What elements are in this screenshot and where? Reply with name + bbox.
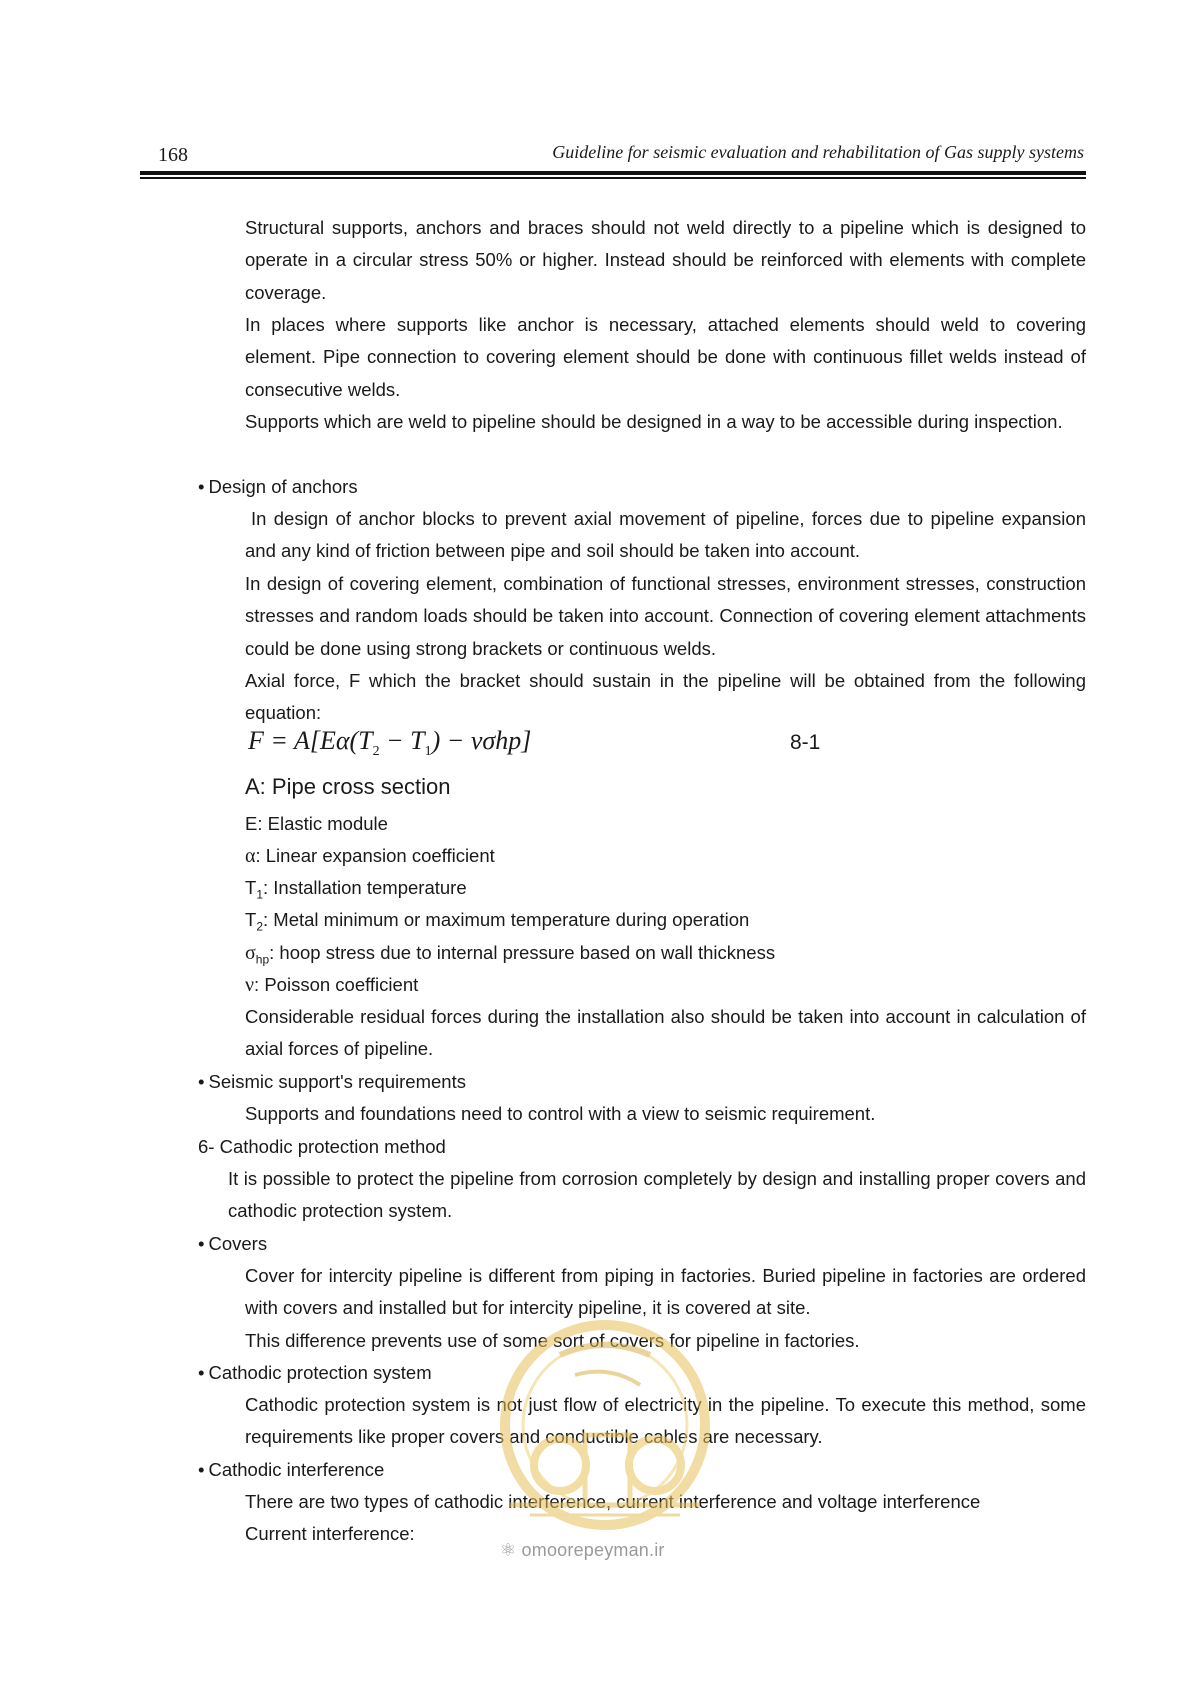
definition-A: A: Pipe cross section: [245, 774, 451, 799]
paragraph-cover-difference: This difference prevents use of some sort of covers for pipeline in factories.: [245, 1330, 860, 1351]
paragraph-supports-weld: Structural supports, anchors and braces should not weld directly to a pipeline which is designed to operate in a circular stress 50% or higher. Instead should be reinforced with elements with complete coverage.: [245, 217, 1086, 303]
watermark-logo-icon: [490, 1315, 720, 1575]
bullet-icon: •: [198, 1362, 205, 1383]
bullet-icon: •: [198, 1071, 205, 1092]
nu-symbol: ν: [245, 974, 255, 996]
definition-text: : Linear expansion coefficient: [255, 845, 495, 866]
paragraph-current-interference: Current interference:: [245, 1523, 415, 1544]
paragraph-covering-element: In design of covering element, combination of functional stresses, environment stresses, construction stresses and random loads should be taken into account. Connection of covering element attachments could be done using strong brackets or continuous welds.: [245, 573, 1086, 659]
bullet-cathodic-interference: [198, 1454, 384, 1486]
definition-text: : Installation temperature: [263, 877, 467, 898]
watermark-text: ⚛ omoorepeyman.ir: [500, 1540, 665, 1560]
bullet-label: Cathodic protection system: [208, 1362, 432, 1383]
page-number: 168: [158, 144, 188, 166]
definition-text: : Metal minimum or maximum temperature during operation: [263, 909, 750, 930]
paragraph-anchor-blocks: In design of anchor blocks to prevent axial movement of pipeline, forces due to pipeline expansion and any kind of friction between pipe and soil should be taken into account.: [245, 508, 1086, 562]
definition-text: : Poisson coefficient: [254, 974, 419, 995]
heading-cathodic-protection: 6- Cathodic protection method: [198, 1136, 446, 1157]
paragraph-interference-types: There are two types of cathodic interference, current interference and voltage interference: [245, 1491, 981, 1512]
running-title: Guideline for seismic evaluation and rehabilitation of Gas supply systems: [552, 142, 1084, 162]
header-rule-thick: [140, 171, 1086, 175]
bullet-label: Seismic support's requirements: [208, 1071, 466, 1092]
watermark-url: omoorepeyman.ir: [521, 1540, 665, 1560]
page-header: [140, 138, 1086, 170]
paragraph-residual-forces: Considerable residual forces during the installation also should be taken into account in calculation of axial forces of pipeline.: [245, 1006, 1086, 1060]
paragraph-cathodic-system: Cathodic protection system is not just flow of electricity in the pipeline. To execute this method, some requirements like proper covers and conductible cables are necessary.: [245, 1394, 1086, 1448]
definition-E: E: Elastic module: [245, 813, 388, 834]
definition-alpha: [245, 840, 495, 872]
bullet-seismic-support: [198, 1066, 466, 1098]
bullet-label: Covers: [208, 1233, 268, 1254]
paragraph-anchor-attach: In places where supports like anchor is necessary, attached elements should weld to covering element. Pipe connection to covering element should be done with continuous fillet welds instead of consecutive welds.: [245, 314, 1086, 400]
equation-axial-force: $F = A[E\alpha(T_2 - T_1) - \nu\sigma hp]$: [248, 726, 532, 760]
bullet-label: Cathodic interference: [208, 1459, 385, 1480]
paragraph-seismic-requirement: Supports and foundations need to control with a view to seismic requirement.: [245, 1103, 876, 1124]
definition-nu: [245, 969, 418, 1001]
equation-number: 8-1: [790, 731, 821, 754]
definition-sigma-hp: $\sigma_{hp}$: hoop stress due to internal pressure based on wall thickness: [245, 942, 776, 967]
bullet-design-of-anchors: [198, 471, 358, 503]
paragraph-intercity-cover: Cover for intercity pipeline is different from piping in factories. Buried pipeline in factories are ordered with covers and installed but for intercity pipeline, it is covered at site.: [245, 1265, 1086, 1319]
bullet-icon: •: [198, 1233, 205, 1254]
definition-text: : hoop stress due to internal pressure based on wall thickness: [269, 942, 776, 963]
bullet-icon: •: [198, 1459, 205, 1480]
definition-T1: $T_1$: Installation temperature: [245, 877, 467, 902]
alpha-symbol: α: [245, 845, 256, 867]
bullet-label: Design of anchors: [208, 476, 358, 497]
bullet-icon: •: [198, 476, 205, 497]
header-rule-thin: [140, 177, 1086, 179]
definition-T2: $T_2$: Metal minimum or maximum temperature during operation: [245, 909, 750, 934]
sigma-symbol: σ: [245, 942, 256, 964]
paragraph-corrosion-protection: It is possible to protect the pipeline from corrosion completely by design and installing proper covers and cathodic protection system.: [228, 1168, 1086, 1222]
bullet-cathodic-system: [198, 1357, 432, 1389]
paragraph-axial-force: Axial force, F which the bracket should sustain in the pipeline will be obtained from the following equation:: [245, 670, 1086, 724]
paragraph-inspection: Supports which are weld to pipeline should be designed in a way to be accessible during inspection.: [245, 411, 1063, 432]
bullet-covers: [198, 1228, 267, 1260]
